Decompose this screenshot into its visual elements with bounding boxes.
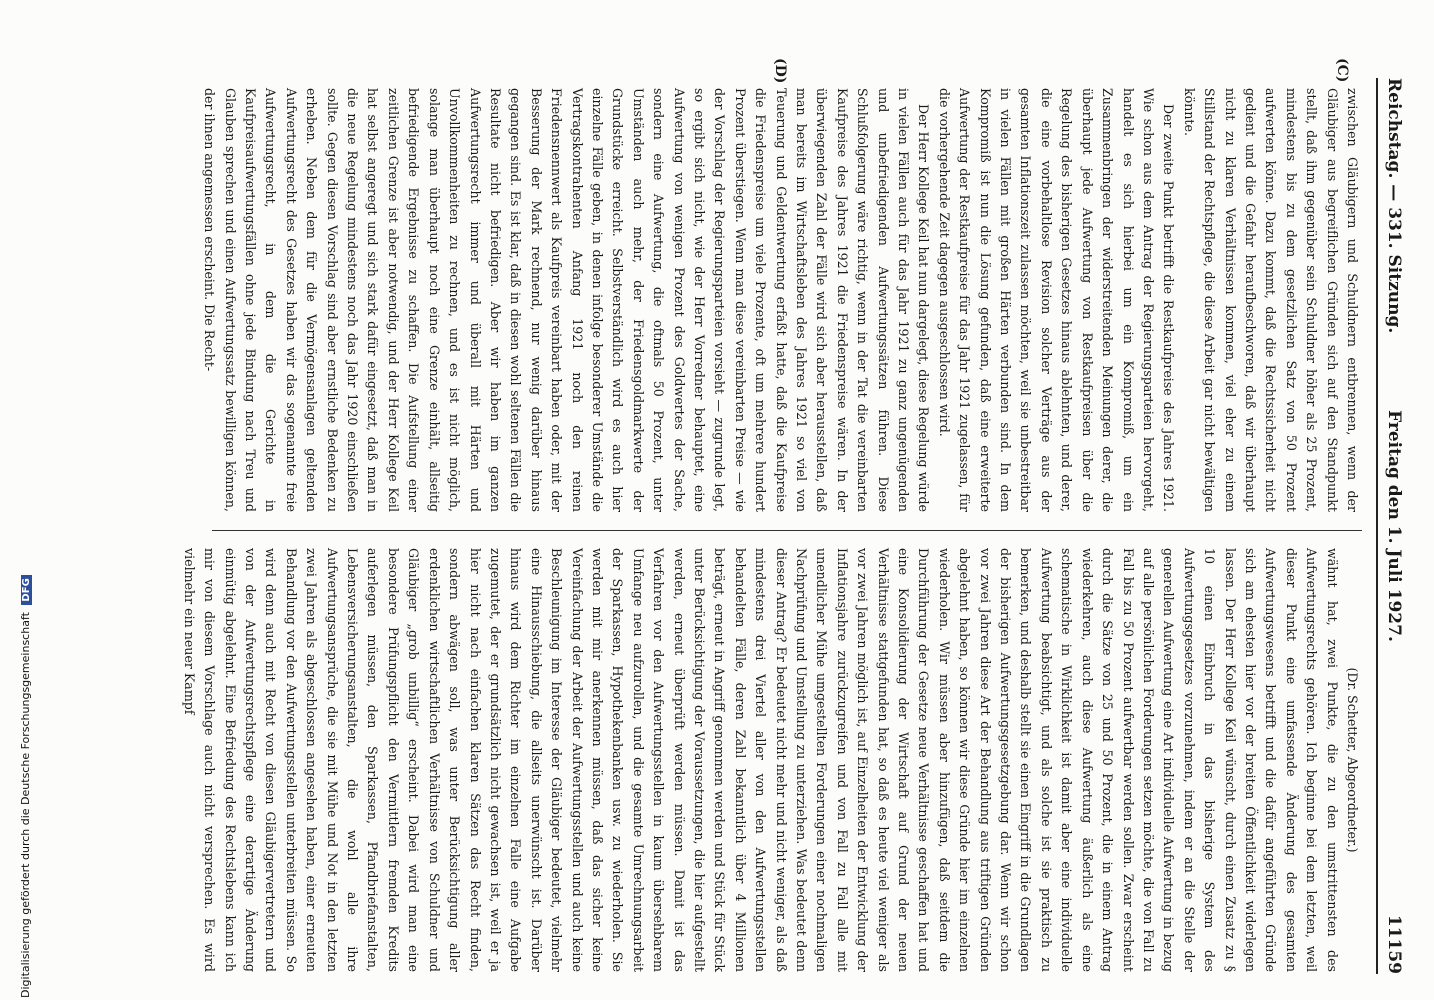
paragraph: wähnt hat, zwei Punkte, die zu den umstrittensten des Aufwertungsrechts gehören. Ich beginne bei dem letzten, weil dieser Punkt eine umfassende Änderung des gesamten Aufwertungswesens betrifft und die dafür angeführten Gründe sich am ehesten hier vor der breiten Öffentlichkeit widerlegen lassen. Der Herr Kollege Keil wünscht, durch einen Zusatz zu § 10 einen Einbruch in das bisherige System des Aufwertungsgesetzes vorzunehmen, indem er an die Stelle der generellen Aufwertung eine Art individuelle Aufwertung in bezug auf alle persönlichen Forderungen setzen möchte, die von Fall zu Fall bis zu 50 Prozent aufwertbar werden sollen. Zwar erscheint durch die Sätze von 25 und 50 Prozent, die in einem Antrag wiederkehren, auch diese Aufwertung äußerlich als eine schematische in Wirklichkeit ist damit aber eine individuelle Aufwertung beabsichtigt, und als solche ist sie praktisch zu bemerken, und deshalb stellt sie einen Eingriff in die Grundlagen der bisherigen Aufwertungsgesetzgebung dar. Wenn wir schon vor zwei Jahren diese Art der Behandlung aus triftigen Gründen abgelehnt haben, so können wir diese Gründe hier im einzelnen wiederholen. Wir müssen aber hinzufügen, daß seitdem die Durchführung der Gesetze neue Verhältnisse geschaffen hat und eine Konsolidierung der Wirtschaft auf Grund der neuen Verhältnisse stattgefunden hat, so daß es heute viel weniger als vor zwei Jahren möglich ist, auf Einzelheiten der Entwicklung der Inflationsjahre zurückzugreifen und von Fall zu Fall alle mit unendlicher Mühe umgestellten Forderungen einer nochmaligen Nachprüfung und Umstellung zu unterziehen. Was bedeutet denn dieser Antrag? Er bedeutet nicht mehr und nicht weniger, als daß mindestens drei Viertel aller von den Aufwertungsstellen behandelten Fälle, deren Zahl bekanntlich über 4 Millionen beträgt, erneut in Angriff genommen werden und Stück für Stück unter Berücksichtigung der Voraussetzungen, die hier aufgestellt werden, erneut überprüft werden müssen. Damit ist das Verfahren vor den Aufwertungsstellen in kaum übersehbarem Umfange neu aufzurollen, und die gesamte Umrechnungsarbeit der Sparkassen, Hypothekenbanken usw. zu wiederholen. Sie werden mit mir anerkennen müssen, daß das sicher keine Vereinfachung der Arbeit der Aufwertungsstellen und auch keine Beschleunigung im Interesse der Gläubiger bedeutet, vielmehr eine Hinausschiebung, die allseits unerwünscht ist. Darüber hinaus wird dem Richter im einzelnen Falle eine Aufgabe zugemutet, der er grundsätzlich nicht gewachsen ist, weil er ja hier nicht nach einfachen klaren Sätzen das Recht finden, sondern abwägen soll, was unter Berücksichtigung aller erdenklichen wirtschaftlichen Verhältnisse von Schuldner und Gläubiger „grob unbillig“ erscheint. Dabei wird man eine besondere Prüfungspflicht den Vermittlern fremden Kredits auferlegen müssen, den Sparkassen, Pfandbriefanstalten, Lebensversicherungsanstalten, die wohl alle ihre Aufwertungsansprüche, die sie mit Mühe und Not in den letzten zwei Jahren als abgeschlossen angesehen haben, einer erneuten Behandlung vor den Aufwertungsstellen unterbreiten müssen. So wird denn auch mit Recht von diesen Gläubigervertretern und von der Aufwertungsrechtspflege eine derartige Änderung einmütig abgelehnt. Eine Befriedung des Rechtslebens kann ich mir von diesem Vorschlage auch nicht versprechen. Es wird vielmehr ein neuer Kampf [181, 548, 1340, 972]
column-divider [212, 530, 1362, 531]
dfg-logo: DFG [21, 575, 32, 604]
text-column-left [202, 88, 1362, 512]
header-page-number: 11159 [1384, 914, 1404, 974]
rotated-page [100, 0, 1434, 1000]
margin-mark-d: (D) [772, 58, 788, 84]
text-column-right [181, 548, 1362, 972]
header-session: Reichstag. — 331. Sitzung. [1384, 78, 1404, 334]
header-date: Freitag den 1. Juli 1927. [1384, 410, 1404, 642]
paragraph: Der Herr Kollege Keil hat nun dargelegt, diese Regelung würde in vielen Fällen auch für das Jahr 1921 zu ganz ungenügenden und unbefriedigenden Aufwertungssätzen führen. Diese Schlußfolgerung wäre richtig, wenn in der Tat die vereinbarten Kaufpreise des Jahres 1921 die Friedenspreise wären. In der überwiegenden Zahl der Fälle wird sich aber herausstellen, daß man bereits im Wirtschaftsleben des Jahres 1921 so viel von Teuerung und Geldentwertung erfaßt hatte, daß die Kaufpreise die Friedenspreise um viele Prozente, oft um mehrere hundert Prozent überstiegen. Wenn man diese vereinbarten Preise — wie der Vorschlag der Regierungsparteien vorsieht — zugrunde legt, so ergibt sich nicht, wie der Herr Vorredner behauptet, eine Aufwertung von wenigen Prozent des Goldwertes der Sache, sondern eine Aufwertung, die oftmals 50 Prozent, unter Umständen auch mehr, der Friedensgoldmarkwerte der Grundstücke erreicht. Selbstverständlich wird es auch hier einzelne Fälle geben, in denen infolge besonderer Umstände die Vertragskontrahenten Anfang 1921 noch den reinen Friedensnennwert als Kaufpreis vereinbart haben oder, mit der Besserung der Mark rechnend, nur wenig darüber hinaus gegangen sind. Es ist klar, daß in diesen wohl seltenen Fällen die Resultate nicht befriedigen. Aber wir haben im ganzen Aufwertungsrecht immer und überall mit Härten und Unvollkommenheiten zu rechnen, und es ist nicht möglich, solange man überhaupt noch eine Grenze einhält, allseitig befriedigende Ergebnisse zu schaffen. Die Aufstellung einer zeitlichen Grenze ist aber notwendig, und der Herr Kollege Keil hat selbst angeregt und sich stark dafür eingesetzt, daß man in die neue Regelung mindestens noch das Jahr 1920 einschließen sollte. Gegen diesen Vorschlag sind aber ernstliche Bedenken zu erheben. Neben dem für die Vermögensanlagen geltenden Aufwertungsrecht des Gesetzes haben wir das sogenannte freie Aufwertungsrecht, in dem die Gerichte in Kaufpreisaufwertungsfällen ohne jede Bindung nach Treu und Glauben sprechen und einen Aufwertungssatz bewilligen können, der ihnen angemessen erscheint. Die Recht- [202, 88, 932, 512]
funding-note: Digitalisierung gefördert durch die Deutsche Forschungsgemeinschaft [19, 612, 32, 998]
page-header [1376, 78, 1412, 974]
paragraph: Der zweite Punkt betrifft die Restkaufpreise des Jahres 1921. Wie schon aus dem Antrag der Regierungsparteien hervorgeht, handelt es sich hierbei um ein Kompromiß, um ein Zusammenbringen der widerstreitenden Meinungen derer, die überhaupt jede Aufwertung von Restkaufpreisen über die Regelung des bisherigen Gesetzes hinaus ablehnten, und derer, die eine vorbehaltlose Revision solcher Verträge aus der gesamten Inflationszeit zulassen möchten, weil sie unbestreitbar in vielen Fällen mit großen Härten verbunden sind. In dem Kompromiß ist nun die Lösung gefunden, daß eine erweiterte Aufwertung der Restkaufpreise für das Jahr 1921 zugelassen, für die vorhergehende Zeit dagegen ausgeschlossen wird. [936, 88, 1177, 512]
funding-strip [0, 0, 32, 1000]
paragraph: zwischen Gläubigern und Schuldnern entbrennen, wenn der Gläubiger aus begreiflichen Gründen sich auf den Standpunkt stellt, daß ihm gegenüber sein Schuldner höher als 25 Prozent, mindestens bis zu dem gesetzlichen Satz von 50 Prozent aufwerten könne. Dazu kommt, daß die Rechtssicherheit nicht gedient und die Gefahr heraufbeschworen, daß wir überhaupt nicht zu klaren Verhältnissen kommen, viel eher zu einem Stillstand der Rechtspflege, die diese Arbeit gar nicht bewältigen könnte. [1181, 88, 1360, 512]
margin-mark-c: (C) [1334, 58, 1350, 83]
speaker-note: (Dr. Schetter, Abgeordneter.) [1345, 667, 1360, 853]
